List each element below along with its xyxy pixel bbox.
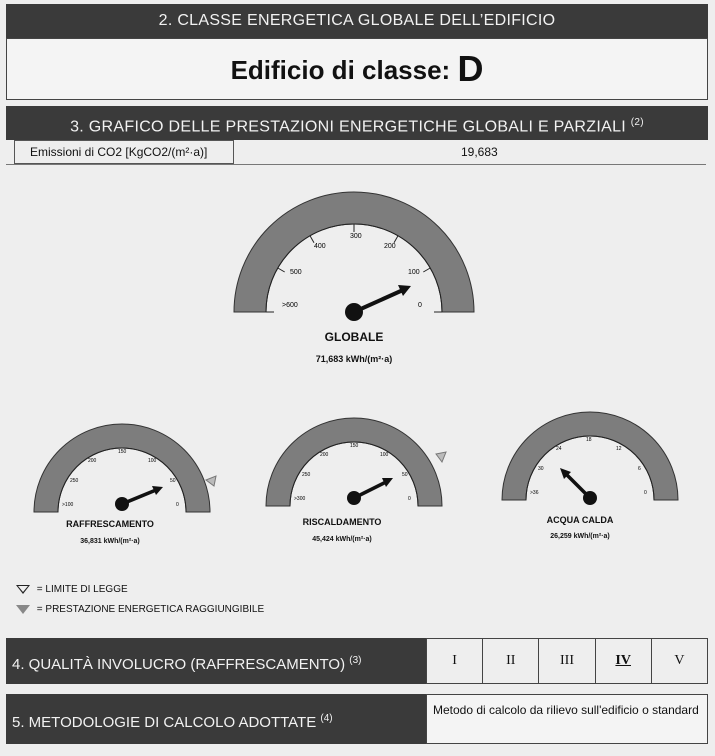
gauge-raffrescamento-label: RAFFRESCAMENTO (66, 519, 154, 529)
section-2-title: 2. CLASSE ENERGETICA GLOBALE DELL’EDIFICIO (158, 12, 556, 29)
quality-option-4: IV (595, 639, 651, 683)
gauge-globale-tick-1: 500 (290, 269, 302, 276)
gauge-globale-tick-3: 300 (350, 233, 362, 240)
section-5-header (6, 694, 426, 744)
legend (16, 580, 264, 620)
gauge-acqua-calda-tick-6: 0 (644, 490, 647, 496)
gauge-acqua-calda-tick-1: 30 (538, 466, 544, 472)
legend-limit-label: = LIMITE DI LEGGE (36, 584, 128, 595)
gauge-globale-tick-4: 200 (384, 243, 396, 250)
gauge-raffrescamento-tick-4: 100 (148, 458, 157, 464)
gauge-acqua-calda (498, 408, 688, 510)
gauge-riscaldamento-tick-5: 50 (402, 472, 408, 478)
triangle-filled-icon (16, 605, 30, 614)
gauge-acqua-calda-tick-2: 24 (556, 446, 562, 452)
energy-class-box (6, 38, 708, 100)
gauge-globale-tick-6: 0 (418, 302, 422, 309)
section-2-header (6, 4, 708, 38)
energy-class-prefix: Edificio di classe: (230, 55, 451, 85)
gauge-raffrescamento-value: 36,831 kWh/(m²·a) (80, 538, 140, 545)
gauge-riscaldamento-tick-4: 100 (380, 452, 389, 458)
legend-achieved-row (16, 600, 264, 620)
gauge-globale-value: 71,683 kWh/(m²·a) (315, 354, 393, 364)
quality-option-1: I (452, 653, 457, 668)
gauge-globale-hub (345, 303, 363, 321)
co2-value: 19,683 (461, 145, 498, 159)
gauge-globale-tick-0: >600 (282, 302, 298, 309)
gauge-riscaldamento-tick-1: 250 (302, 472, 311, 478)
gauge-raffrescamento (30, 420, 220, 522)
gauge-raffrescamento-tick-5: 50 (170, 478, 176, 484)
gauge-riscaldamento-value: 45,424 kWh/(m²·a) (312, 536, 372, 543)
gauge-raffrescamento-tick-2: 200 (88, 458, 97, 464)
gauge-globale-tick-5: 100 (408, 269, 420, 276)
quality-option-5: V (651, 639, 707, 683)
section-4-header (6, 638, 426, 684)
gauge-acqua-calda-label: ACQUA CALDA (546, 515, 614, 525)
gauge-riscaldamento-tick-0: >300 (294, 496, 306, 502)
gauge-riscaldamento-tick-2: 200 (320, 452, 329, 458)
gauge-riscaldamento-tick-3: 150 (350, 443, 359, 449)
gauge-globale (228, 172, 480, 322)
gauge-acqua-calda-tick-0: >36 (530, 490, 539, 496)
section-5-title: 5. METODOLOGIE DI CALCOLO ADOTTATE (12, 714, 317, 731)
section-3-header (6, 106, 708, 140)
quality-option-3: III (538, 639, 594, 683)
section-4-note: (3) (349, 655, 362, 666)
section-4-title: 4. QUALITÀ INVOLUCRO (RAFFRESCAMENTO) (12, 656, 346, 673)
calculation-method-text: Metodo di calcolo da rilievo sull'edificio o standard (426, 694, 708, 744)
quality-option-2: II (482, 639, 538, 683)
gauge-riscaldamento-label: RISCALDAMENTO (302, 517, 382, 527)
gauge-acqua-calda-tick-4: 12 (616, 446, 622, 452)
gauge-raffrescamento-tick-0: >100 (62, 502, 74, 508)
co2-row (6, 140, 706, 165)
legend-limit-row (16, 580, 264, 600)
gauge-riscaldamento-tick-6: 0 (408, 496, 411, 502)
co2-label: Emissioni di CO2 [KgCO2/(m²·a)] (30, 145, 208, 159)
gauge-raffrescamento-tick-3: 150 (118, 449, 127, 455)
gauge-raffrescamento-tick-6: 0 (176, 502, 179, 508)
gauge-acqua-calda-tick-5: 6 (638, 466, 641, 472)
gauge-riscaldamento (262, 414, 452, 516)
legend-achieved-label: = PRESTAZIONE ENERGETICA RAGGIUNGIBILE (36, 604, 265, 615)
limit-marker-riscaldamento (436, 452, 446, 462)
gauge-globale-tick-2: 400 (314, 243, 326, 250)
gauge-acqua-calda-value: 26,259 kWh/(m²·a) (550, 533, 610, 540)
energy-class-letter: D (457, 48, 484, 89)
gauge-acqua-calda-tick-3: 18 (586, 437, 592, 443)
gauge-raffrescamento-tick-1: 250 (70, 478, 79, 484)
section-5-note: (4) (320, 713, 333, 724)
section-3-title: 3. GRAFICO DELLE PRESTAZIONI ENERGETICHE GLOBALI E PARZIALI (70, 118, 627, 136)
triangle-outline-icon (16, 585, 30, 594)
limit-marker-raffrescamento (206, 476, 216, 486)
gauge-globale-label: GLOBALE (324, 330, 384, 344)
envelope-quality-grid (426, 638, 708, 684)
section-3-note: (2) (630, 117, 644, 128)
